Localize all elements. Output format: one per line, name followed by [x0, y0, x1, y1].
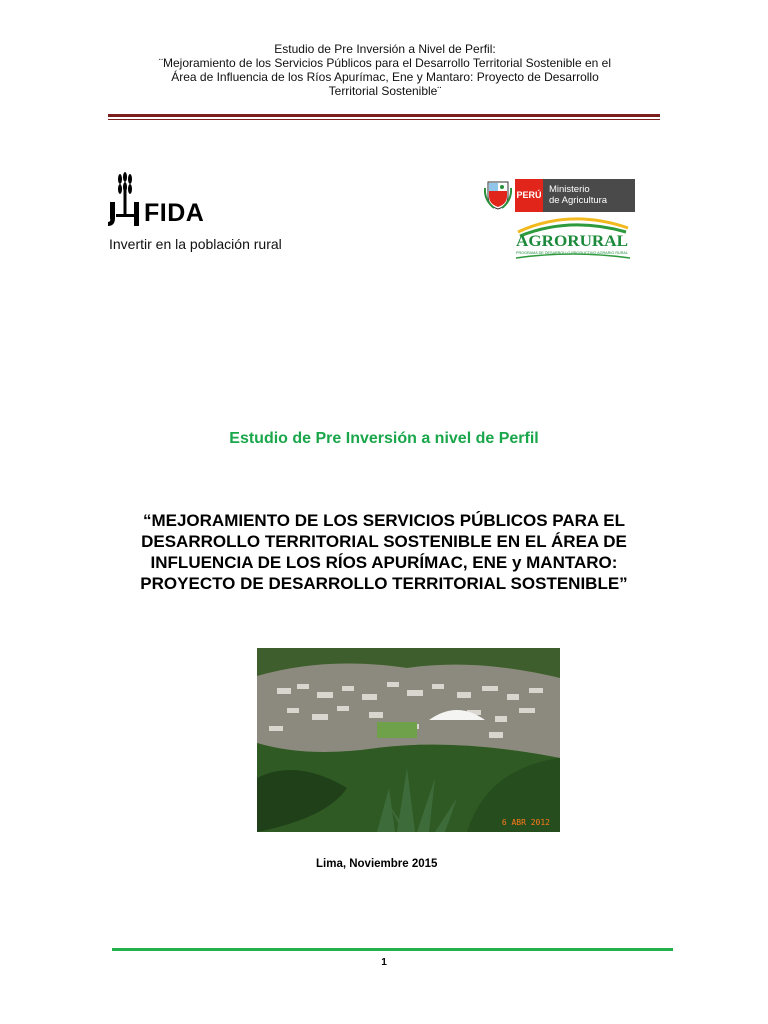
- ministry-line2: de Agricultura: [549, 195, 608, 206]
- header-line: Área de Influencia de los Ríos Apurímac, Ene y Mantaro: Proyecto de Desarrollo: [171, 70, 599, 84]
- document-title: [104, 510, 664, 594]
- agrorural-tagline: PROGRAMA DE DESARROLLO PRODUCTIVO AGRARIO RURAL: [516, 251, 629, 255]
- ministry-label: [543, 179, 635, 212]
- photo-date-stamp: 6 ABR 2012: [501, 818, 550, 827]
- place-date: Lima, Noviembre 2015: [316, 858, 438, 870]
- footer-divider: [112, 948, 673, 951]
- header-line: Territorial Sostenible¨: [328, 84, 442, 98]
- header-line: ¨Mejoramiento de los Servicios Públicos para el Desarrollo Territorial Sostenible en el: [159, 56, 611, 70]
- agrorural-wordmark: AGRORURAL: [516, 233, 628, 250]
- title-line: INFLUENCIA DE LOS RÍOS APURÍMAC, ENE y MANTARO:: [150, 553, 618, 572]
- page-number: 1: [381, 957, 387, 968]
- title-line: “MEJORAMIENTO DE LOS SERVICIOS PÚBLICOS PARA EL: [142, 511, 626, 530]
- fida-wordmark: FIDA: [144, 199, 205, 227]
- peru-label: PERÚ: [515, 179, 543, 212]
- title-line: DESARROLLO TERRITORIAL SOSTENIBLE EN EL ÁREA DE: [141, 532, 627, 551]
- town-photo: [257, 648, 560, 832]
- agrorural-logo: [510, 214, 634, 260]
- document-subtitle: Estudio de Pre Inversión a nivel de Perfil: [229, 430, 539, 447]
- ministerio-agricultura-logo: [484, 178, 654, 214]
- header-divider: [108, 114, 660, 117]
- running-header: [110, 42, 660, 98]
- fida-logo: [108, 172, 308, 252]
- title-line: PROYECTO DE DESARROLLO TERRITORIAL SOSTENIBLE”: [140, 574, 628, 593]
- header-line: Estudio de Pre Inversión a Nivel de Perfil:: [274, 42, 496, 56]
- header-divider-thin: [108, 119, 660, 120]
- wheat-icon: [108, 172, 144, 230]
- ministry-line1: Ministerio: [549, 184, 590, 195]
- fida-tagline: Invertir en la población rural: [109, 236, 282, 252]
- coat-of-arms-icon: [484, 180, 512, 210]
